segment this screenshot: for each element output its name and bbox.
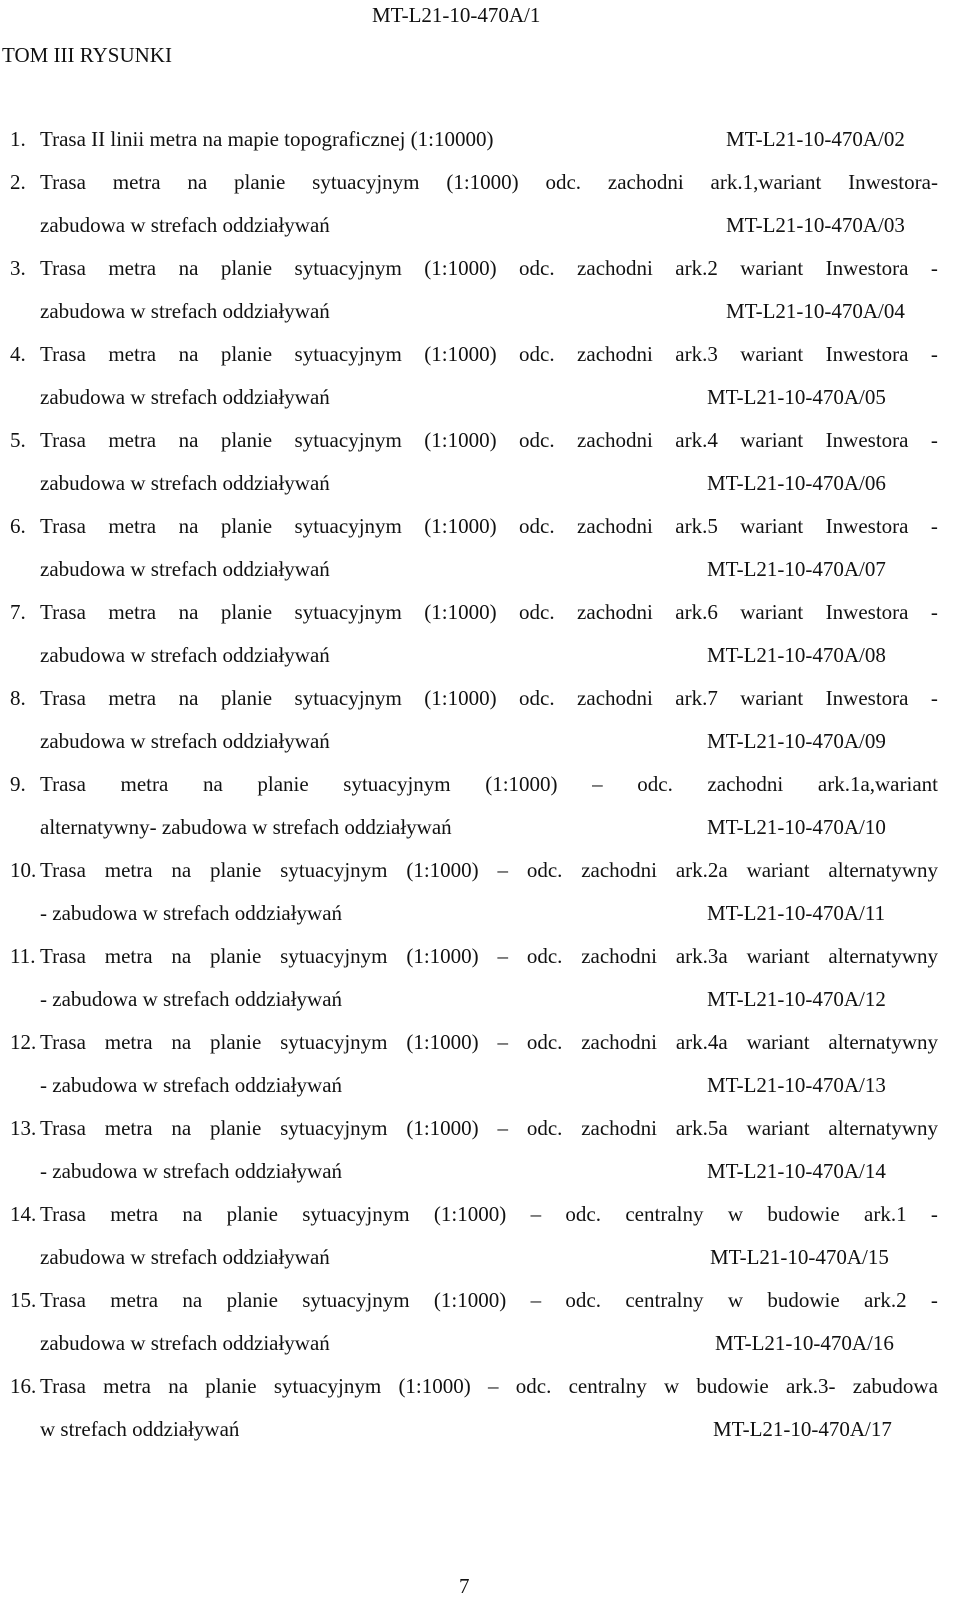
entry-title-word: zachodni xyxy=(581,944,658,968)
entry-title-word: sytuacyjnym xyxy=(294,428,402,452)
entry-title-word: planie xyxy=(205,1374,257,1398)
entry-title-word: zachodni xyxy=(581,858,658,882)
entry-number: 13. xyxy=(10,1116,37,1140)
entry-title-line xyxy=(40,943,938,969)
entry-title-word: sytuacyjnym xyxy=(302,1202,410,1226)
entry-subtitle-line: w strefach oddziaływań xyxy=(40,1417,240,1441)
drawing-entry xyxy=(0,427,960,513)
entry-title-word: Trasa xyxy=(40,428,86,452)
entry-title-word: zachodni xyxy=(577,342,653,366)
entry-number: 2. xyxy=(10,170,26,194)
entry-title-word: metra xyxy=(108,600,157,624)
entry-title-word: ark.1 xyxy=(864,1202,907,1226)
entry-title-word: Inwestora xyxy=(825,256,909,280)
entry-title-word: (1:1000) xyxy=(433,1288,507,1312)
entry-title-word: – xyxy=(488,1374,499,1398)
drawing-code: MT-L21-10-470A/04 xyxy=(726,299,905,323)
entry-title-word: sytuacyjnym xyxy=(273,1374,382,1398)
drawing-code: MT-L21-10-470A/05 xyxy=(707,385,886,409)
entry-title-word: w xyxy=(727,1202,743,1226)
entry-number: 12. xyxy=(10,1030,37,1054)
drawing-entry xyxy=(0,1287,960,1373)
entry-title-line xyxy=(40,771,938,797)
entry-title-word: planie xyxy=(257,772,309,796)
entry-title-word: na xyxy=(187,170,208,194)
entry-title-word: alternatywny xyxy=(828,858,938,882)
entry-title-word: sytuacyjnym xyxy=(343,772,451,796)
entry-title-word: metra xyxy=(120,772,169,796)
entry-title-line xyxy=(40,685,938,711)
entry-title-word: odc. xyxy=(519,428,555,452)
entry-title-word: metra xyxy=(108,342,157,366)
drawing-code: MT-L21-10-470A/03 xyxy=(726,213,905,237)
drawing-code: MT-L21-10-470A/13 xyxy=(707,1073,886,1097)
entry-title-word: ark.3a xyxy=(675,944,728,968)
entry-title-word: Inwestora xyxy=(825,514,909,538)
entry-title-word: zachodni xyxy=(607,170,684,194)
entry-title-word: zachodni xyxy=(581,1030,658,1054)
drawing-entry xyxy=(0,341,960,427)
entry-number: 10. xyxy=(10,858,37,882)
entry-title-line xyxy=(40,1201,938,1227)
entry-title-word: zachodni xyxy=(577,428,653,452)
entry-title-word: metra xyxy=(108,256,157,280)
entry-title-word: na xyxy=(178,342,199,366)
entry-title-word: Trasa II linii metra na mapie topograficznej (1:10000) xyxy=(40,127,494,151)
entry-title-word: planie xyxy=(220,600,273,624)
entry-title-word: ark.4 xyxy=(675,428,718,452)
entry-title-word: sytuacyjnym xyxy=(302,1288,410,1312)
entry-title-word: planie xyxy=(210,1030,262,1054)
entry-title-word: na xyxy=(178,514,199,538)
entry-title-word: (1:1000) xyxy=(424,686,497,710)
entry-title-word: wariant xyxy=(746,1116,810,1140)
drawing-code: MT-L21-10-470A/16 xyxy=(715,1331,894,1355)
entry-title-word: - xyxy=(930,600,938,624)
entry-title-word: metra xyxy=(103,1374,151,1398)
entry-title-word: (1:1000) xyxy=(424,514,497,538)
entry-title-word: na xyxy=(171,1030,192,1054)
entry-title-line xyxy=(40,341,938,367)
entry-title-word: Trasa xyxy=(40,1202,86,1226)
entry-title-word: ark.4a xyxy=(675,1030,728,1054)
entry-subtitle-line: zabudowa w strefach oddziaływań xyxy=(40,213,330,237)
entry-number: 3. xyxy=(10,256,26,280)
entry-title-word: ark.2 xyxy=(864,1288,907,1312)
entry-title-word: na xyxy=(171,858,192,882)
entry-title-word: zachodni xyxy=(577,514,653,538)
entry-title-line xyxy=(40,126,494,152)
entry-title-word: Trasa xyxy=(40,1288,86,1312)
entry-subtitle-line: zabudowa w strefach oddziaływań xyxy=(40,643,330,667)
entry-title-word: odc. xyxy=(519,686,555,710)
entry-title-word: w xyxy=(727,1288,743,1312)
entry-title-word: (1:1000) xyxy=(398,1374,471,1398)
entry-title-word: - xyxy=(930,256,938,280)
entry-title-word: Trasa xyxy=(40,1374,86,1398)
entry-title-word: sytuacyjnym xyxy=(294,686,402,710)
entry-title-line xyxy=(40,1287,938,1313)
entry-title-line xyxy=(40,513,938,539)
entry-subtitle-line: zabudowa w strefach oddziaływań xyxy=(40,471,330,495)
entry-title-word: na xyxy=(202,772,223,796)
entry-title-word: wariant xyxy=(740,686,804,710)
entry-title-word: zachodni xyxy=(581,1116,658,1140)
entry-title-word: Trasa xyxy=(40,1116,86,1140)
entry-title-word: odc. xyxy=(565,1202,601,1226)
entry-title-word: planie xyxy=(210,1116,262,1140)
entry-title-word: zachodni xyxy=(577,686,653,710)
entry-number: 8. xyxy=(10,686,26,710)
entry-title-word: metra xyxy=(104,1030,153,1054)
entry-title-word: sytuacyjnym xyxy=(280,858,388,882)
entry-title-word: sytuacyjnym xyxy=(280,1116,388,1140)
drawing-entry xyxy=(0,685,960,771)
entry-title-word: Trasa xyxy=(40,772,86,796)
drawing-entry xyxy=(0,771,960,857)
entry-title-word: Trasa xyxy=(40,1030,86,1054)
entry-title-word: planie xyxy=(210,858,262,882)
entry-title-word: sytuacyjnym xyxy=(294,514,402,538)
entry-title-word: (1:1000) xyxy=(406,1116,479,1140)
entry-title-word: wariant xyxy=(746,944,810,968)
drawing-entry xyxy=(0,857,960,943)
entry-title-word: ark.6 xyxy=(675,600,718,624)
entry-title-word: na xyxy=(171,1116,192,1140)
entry-subtitle-line: - zabudowa w strefach oddziaływań xyxy=(40,1073,343,1097)
entry-title-word: sytuacyjnym xyxy=(280,1030,388,1054)
entry-title-word: Trasa xyxy=(40,600,86,624)
entry-number: 9. xyxy=(10,772,26,796)
drawing-entry xyxy=(0,513,960,599)
entry-number: 16. xyxy=(10,1374,37,1398)
entry-title-word: wariant xyxy=(740,428,804,452)
document-header-code: MT-L21-10-470A/1 xyxy=(372,3,541,27)
entry-title-word: alternatywny xyxy=(828,944,938,968)
entry-title-word: – xyxy=(530,1288,542,1312)
entry-title-word: alternatywny xyxy=(828,1030,938,1054)
entry-subtitle-line: zabudowa w strefach oddziaływań xyxy=(40,1245,330,1269)
entry-title-word: odc. xyxy=(526,1116,563,1140)
entry-title-word: Inwestora xyxy=(825,686,909,710)
drawing-entry xyxy=(0,599,960,685)
entry-title-word: zachodni xyxy=(577,600,653,624)
entry-number: 14. xyxy=(10,1202,37,1226)
entry-title-word: ark.1,wariant xyxy=(710,170,822,194)
entry-title-word: (1:1000) xyxy=(424,256,497,280)
entry-title-word: zabudowa xyxy=(852,1374,938,1398)
entry-title-word: - xyxy=(930,1202,938,1226)
entry-title-word: (1:1000) xyxy=(406,944,479,968)
entry-title-word: odc. xyxy=(519,600,555,624)
entry-title-word: odc. xyxy=(526,944,563,968)
entry-title-word: (1:1000) xyxy=(485,772,558,796)
entry-title-word: na xyxy=(182,1288,203,1312)
drawing-entry xyxy=(0,255,960,341)
entry-title-word: budowie xyxy=(767,1202,840,1226)
entry-title-word: na xyxy=(178,256,199,280)
entry-title-line xyxy=(40,857,938,883)
entry-title-word: planie xyxy=(234,170,286,194)
entry-title-word: na xyxy=(171,944,192,968)
entry-title-word: metra xyxy=(104,1116,153,1140)
entry-title-word: sytuacyjnym xyxy=(294,600,402,624)
entry-title-word: odc. xyxy=(519,514,555,538)
entry-title-word: metra xyxy=(104,944,153,968)
drawing-entry xyxy=(0,1029,960,1115)
entry-title-line xyxy=(40,1029,938,1055)
drawing-code: MT-L21-10-470A/15 xyxy=(710,1245,889,1269)
entry-subtitle-line: zabudowa w strefach oddziaływań xyxy=(40,729,330,753)
drawing-code: MT-L21-10-470A/14 xyxy=(707,1159,886,1183)
entry-title-word: Trasa xyxy=(40,342,86,366)
entry-title-word: planie xyxy=(220,514,273,538)
entry-title-word: (1:1000) xyxy=(433,1202,507,1226)
entry-title-word: Trasa xyxy=(40,944,86,968)
entry-title-word: metra xyxy=(108,686,157,710)
entry-title-word: planie xyxy=(210,944,262,968)
entry-subtitle-line: - zabudowa w strefach oddziaływań xyxy=(40,1159,343,1183)
entry-subtitle-line: - zabudowa w strefach oddziaływań xyxy=(40,987,343,1011)
entry-title-word: metra xyxy=(108,428,157,452)
drawing-code: MT-L21-10-470A/02 xyxy=(726,127,905,151)
entry-title-word: ark.1a,wariant xyxy=(817,772,938,796)
entry-title-word: w xyxy=(663,1374,680,1398)
entry-title-word: (1:1000) xyxy=(406,858,479,882)
entry-title-word: zachodni xyxy=(577,256,653,280)
entry-title-word: (1:1000) xyxy=(406,1030,479,1054)
entry-title-word: metra xyxy=(108,514,157,538)
entry-title-word: planie xyxy=(220,342,273,366)
entry-title-word: na xyxy=(178,600,199,624)
entry-title-word: sytuacyjnym xyxy=(294,342,402,366)
drawing-entry xyxy=(0,943,960,1029)
entry-title-word: planie xyxy=(226,1288,278,1312)
entry-title-word: odc. xyxy=(565,1288,601,1312)
entry-number: 4. xyxy=(10,342,26,366)
drawing-entry xyxy=(0,1373,960,1459)
drawing-code: MT-L21-10-470A/17 xyxy=(713,1417,892,1441)
entry-title-word: odc. xyxy=(526,858,563,882)
entry-title-word: – xyxy=(497,1030,508,1054)
entry-title-word: sytuacyjnym xyxy=(312,170,420,194)
entry-title-word: na xyxy=(178,686,199,710)
entry-title-word: - xyxy=(930,514,938,538)
entry-title-word: - xyxy=(930,428,938,452)
entry-title-word: wariant xyxy=(746,1030,810,1054)
entry-title-word: odc. xyxy=(545,170,582,194)
entry-title-line xyxy=(40,1115,938,1141)
entry-title-word: zachodni xyxy=(707,772,784,796)
entry-title-word: sytuacyjnym xyxy=(294,256,402,280)
entry-title-word: Inwestora xyxy=(825,600,909,624)
drawing-code: MT-L21-10-470A/10 xyxy=(707,815,886,839)
volume-title: TOM III RYSUNKI xyxy=(2,43,172,67)
entry-title-word: odc. xyxy=(637,772,673,796)
entry-subtitle-line: alternatywny- zabudowa w strefach oddziaływań xyxy=(40,815,452,839)
entry-title-word: ark.5a xyxy=(675,1116,728,1140)
entry-title-word: centralny xyxy=(568,1374,647,1398)
entry-title-word: odc. xyxy=(519,342,555,366)
entry-number: 5. xyxy=(10,428,26,452)
drawing-entry xyxy=(0,169,960,255)
entry-subtitle-line: zabudowa w strefach oddziaływań xyxy=(40,1331,330,1355)
drawing-entry xyxy=(0,1115,960,1201)
entry-title-word: metra xyxy=(110,1202,159,1226)
entry-title-word: odc. xyxy=(515,1374,552,1398)
entry-title-line xyxy=(40,255,938,281)
drawing-code: MT-L21-10-470A/12 xyxy=(707,987,886,1011)
entry-title-word: alternatywny xyxy=(828,1116,938,1140)
entry-title-line xyxy=(40,599,938,625)
page-number: 7 xyxy=(459,1574,470,1598)
entry-subtitle-line: zabudowa w strefach oddziaływań xyxy=(40,299,330,323)
entry-title-word: wariant xyxy=(740,514,804,538)
entry-title-word: metra xyxy=(104,858,153,882)
entry-title-word: planie xyxy=(220,686,273,710)
entry-title-word: odc. xyxy=(526,1030,563,1054)
drawing-code: MT-L21-10-470A/08 xyxy=(707,643,886,667)
entry-title-word: na xyxy=(182,1202,203,1226)
entry-title-word: planie xyxy=(220,428,273,452)
entry-subtitle-line: zabudowa w strefach oddziaływań xyxy=(40,385,330,409)
entry-number: 6. xyxy=(10,514,26,538)
entry-title-word: metra xyxy=(112,170,161,194)
entry-number: 11. xyxy=(10,944,36,968)
entry-title-word: ark.5 xyxy=(675,514,718,538)
entry-title-word: - xyxy=(930,342,938,366)
entry-title-word: (1:1000) xyxy=(424,600,497,624)
entry-title-word: – xyxy=(497,1116,508,1140)
entry-title-word: wariant xyxy=(740,600,804,624)
entry-title-word: ark.2a xyxy=(675,858,728,882)
entry-subtitle-line: - zabudowa w strefach oddziaływań xyxy=(40,901,343,925)
drawing-code: MT-L21-10-470A/11 xyxy=(707,901,886,925)
entry-title-word: centralny xyxy=(625,1288,704,1312)
entry-title-word: planie xyxy=(220,256,273,280)
entry-title-word: Trasa xyxy=(40,686,86,710)
entry-number: 15. xyxy=(10,1288,37,1312)
entry-title-word: – xyxy=(592,772,603,796)
entry-title-line xyxy=(40,169,938,195)
entry-title-word: ark.2 xyxy=(675,256,718,280)
entry-title-word: Inwestora xyxy=(825,428,909,452)
entry-title-word: (1:1000) xyxy=(446,170,519,194)
entry-title-word: Trasa xyxy=(40,256,86,280)
entry-title-word: wariant xyxy=(746,858,810,882)
entry-title-line xyxy=(40,427,938,453)
entry-title-word: budowie xyxy=(767,1288,840,1312)
entry-title-word: Trasa xyxy=(40,170,86,194)
entry-title-word: wariant xyxy=(740,342,804,366)
entry-title-word: Inwestora- xyxy=(848,170,938,194)
entry-title-word: – xyxy=(497,944,508,968)
entry-subtitle-line: zabudowa w strefach oddziaływań xyxy=(40,557,330,581)
entry-title-word: metra xyxy=(110,1288,159,1312)
entry-title-word: – xyxy=(497,858,508,882)
entry-title-word: centralny xyxy=(625,1202,704,1226)
entry-title-word: - xyxy=(930,1288,938,1312)
drawing-code: MT-L21-10-470A/06 xyxy=(707,471,886,495)
entry-title-word: planie xyxy=(226,1202,278,1226)
entry-title-word: Trasa xyxy=(40,514,86,538)
entry-title-word: ark.3- xyxy=(785,1374,836,1398)
entry-title-word: ark.3 xyxy=(675,342,718,366)
entry-title-word: Inwestora xyxy=(825,342,909,366)
entry-title-word: wariant xyxy=(740,256,804,280)
drawing-entry xyxy=(0,1201,960,1287)
drawing-code: MT-L21-10-470A/07 xyxy=(707,557,886,581)
entry-title-word: ark.7 xyxy=(675,686,718,710)
entry-title-word: sytuacyjnym xyxy=(280,944,388,968)
entry-title-word: na xyxy=(178,428,199,452)
entry-title-word: (1:1000) xyxy=(424,342,497,366)
entry-title-word: (1:1000) xyxy=(424,428,497,452)
entry-title-word: Trasa xyxy=(40,858,86,882)
drawing-code: MT-L21-10-470A/09 xyxy=(707,729,886,753)
entry-title-word: - xyxy=(930,686,938,710)
entry-number: 7. xyxy=(10,600,26,624)
entry-number: 1. xyxy=(10,127,26,151)
entry-title-word: budowie xyxy=(696,1374,769,1398)
entry-title-line xyxy=(40,1373,938,1399)
entry-title-word: – xyxy=(530,1202,542,1226)
entry-title-word: odc. xyxy=(519,256,555,280)
entry-title-word: na xyxy=(168,1374,189,1398)
